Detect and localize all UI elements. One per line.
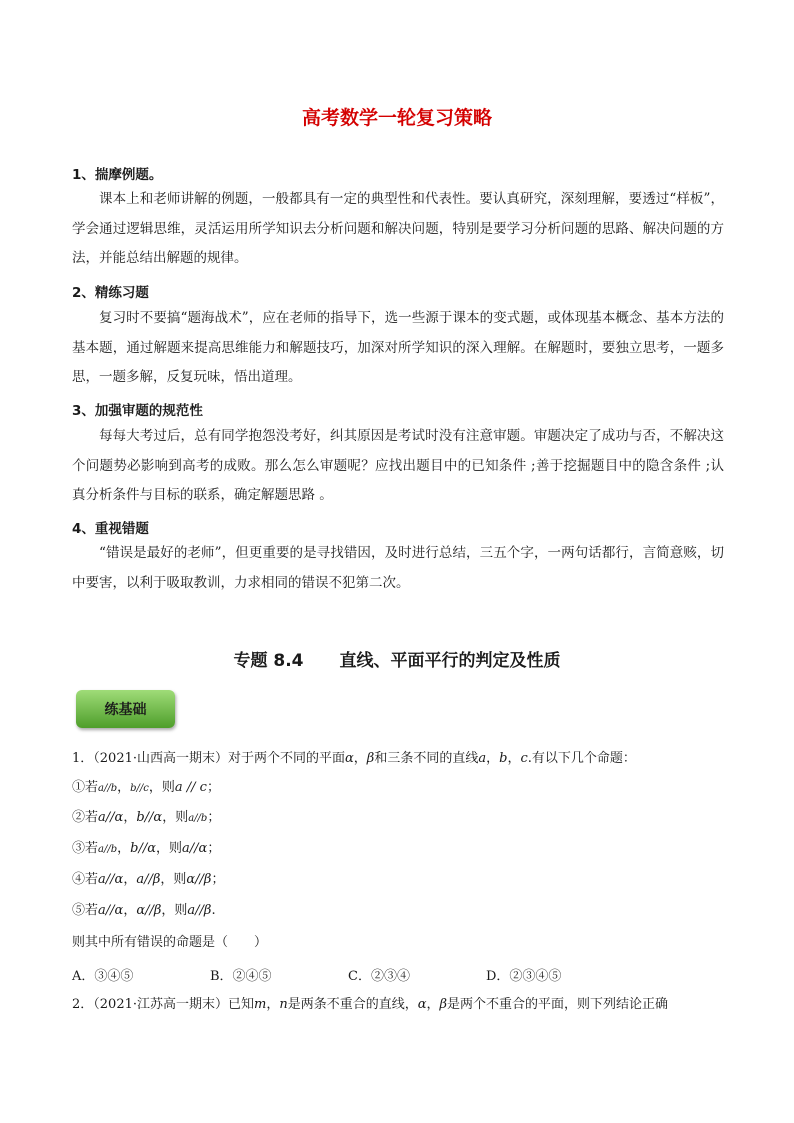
prop-condition: b//α bbox=[136, 810, 163, 825]
math-beta: β bbox=[439, 997, 448, 1012]
prop-condition: a//b bbox=[98, 783, 118, 794]
stem-text: 和三条不同的直线 bbox=[374, 751, 479, 766]
section-heading-2: 2、精练习题 bbox=[72, 285, 149, 301]
stem-sep: ， bbox=[353, 751, 367, 766]
question-1-options bbox=[72, 965, 732, 985]
prop-prefix: ③若 bbox=[72, 841, 99, 856]
math-alpha: α bbox=[417, 997, 427, 1012]
question-1-ask: 则其中所有错误的命题是（ ） bbox=[72, 935, 268, 950]
page-title: 高考数学一轮复习策略 bbox=[301, 107, 492, 129]
prop-prefix: ④若 bbox=[72, 872, 99, 887]
prop-then: ，则 bbox=[156, 841, 183, 856]
prop-then: ，则 bbox=[148, 780, 175, 795]
section-heading-4: 4、重视错题 bbox=[72, 521, 149, 537]
stem-text: 是两条不重合的直线， bbox=[287, 997, 418, 1012]
proposition-4 bbox=[72, 870, 732, 890]
prop-sep: ， bbox=[117, 841, 131, 856]
proposition-1 bbox=[72, 778, 732, 799]
math-beta: β bbox=[366, 751, 375, 766]
prop-condition: a//α bbox=[98, 872, 124, 887]
section-paragraph-3: 每每大考过后，总有同学抱怨没考好，纠其原因是考试时没有注意审题。审题决定了成功与否，不解决这个问题势必影响到高考的成败。那么怎么审题呢？应找出题目中的已知条件 ;善于挖掘题目中的隐含条件 ;认真分析条件与目标的联系，确定解题思路 。 bbox=[72, 428, 724, 503]
section-paragraph-1: 课本上和老师讲解的例题，一般都具有一定的典型性和代表性。要认真研究，深刻理解，要透过“样板”，学会通过逻辑思维，灵活运用所学知识去分析问题和解决问题，特别是要学习分析问题的思路、解决问题的方法，并能总结出解题的规律。 bbox=[72, 191, 724, 266]
prop-sep: ， bbox=[123, 872, 137, 887]
prop-conclusion: a//α bbox=[182, 841, 208, 856]
math-alpha: α bbox=[345, 751, 354, 766]
math-b: b bbox=[499, 751, 508, 766]
question-1-stem bbox=[72, 749, 732, 769]
proposition-3 bbox=[72, 839, 732, 860]
prop-then: ，则 bbox=[162, 810, 189, 825]
option-d: D．②③④⑤ bbox=[486, 969, 562, 984]
prop-end: . bbox=[211, 903, 216, 918]
math-m: m bbox=[254, 997, 267, 1012]
prop-condition: α//β bbox=[136, 903, 162, 918]
stem-sep: ， bbox=[507, 751, 521, 766]
prop-then: ，则 bbox=[161, 903, 188, 918]
math-a: a bbox=[478, 751, 487, 766]
topic-number: 专题 8.4 bbox=[233, 651, 304, 671]
stem-sep: ， bbox=[266, 997, 280, 1012]
option-c: C．②③④ bbox=[348, 969, 410, 984]
prop-prefix: ①若 bbox=[72, 780, 99, 795]
stem-sep: ， bbox=[486, 751, 500, 766]
stem-text: .有以下几个命题： bbox=[527, 751, 636, 766]
stem-text: 1．（2021·山西高一期末）对于两个不同的平面 bbox=[72, 751, 345, 766]
badge-label: 练基础 bbox=[104, 702, 147, 718]
prop-sep: ， bbox=[117, 780, 131, 795]
practice-basics-badge bbox=[76, 690, 175, 728]
stem-text: 是两个不重合的平面，则下列结论正确 bbox=[447, 997, 669, 1012]
topic-title bbox=[0, 646, 794, 671]
prop-conclusion: a//b bbox=[188, 813, 208, 824]
prop-prefix: ⑤若 bbox=[72, 903, 99, 918]
question-2-stem bbox=[72, 995, 732, 1015]
prop-then: ，则 bbox=[160, 872, 187, 887]
section-paragraph-2: 复习时不要搞“题海战术”，应在老师的指导下，选一些源于课本的变式题，或体现基本概念、基本方法的基本题，通过解题来提高思维能力和解题技巧，加深对所学知识的深入理解。在解题时，要独立思考，一题多思，一题多解，反复玩味，悟出道理。 bbox=[72, 310, 724, 385]
option-a: A．③④⑤ bbox=[72, 969, 134, 984]
prop-condition: a//b bbox=[98, 844, 118, 855]
math-n: n bbox=[279, 997, 288, 1012]
section-heading-3: 3、加强审题的规范性 bbox=[72, 403, 203, 419]
prop-condition: a//β bbox=[136, 872, 161, 887]
stem-sep: ， bbox=[426, 997, 440, 1012]
prop-condition: a//α bbox=[98, 903, 124, 918]
section-paragraph-4: “错误是最好的老师”，但更重要的是寻找错因，及时进行总结，三五个字，一两句话都行，言简意赅，切中要害，以利于吸取教训，力求相同的错误不犯第二次。 bbox=[72, 545, 724, 591]
prop-sep: ， bbox=[123, 810, 137, 825]
prop-end: ； bbox=[206, 780, 220, 795]
option-b: B．②④⑤ bbox=[210, 969, 272, 984]
math-c: c bbox=[520, 751, 528, 766]
prop-end: ； bbox=[207, 841, 221, 856]
prop-end: ； bbox=[211, 872, 225, 887]
prop-conclusion: a // c bbox=[174, 780, 207, 795]
topic-name: 直线、平面平行的判定及性质 bbox=[339, 651, 561, 671]
proposition-2 bbox=[72, 808, 732, 829]
prop-condition: a//α bbox=[98, 810, 124, 825]
prop-condition: b//α bbox=[130, 841, 157, 856]
prop-end: ； bbox=[207, 810, 221, 825]
stem-text: 2．（2021·江苏高一期末）已知 bbox=[72, 997, 254, 1012]
prop-sep: ， bbox=[123, 903, 137, 918]
proposition-5 bbox=[72, 901, 732, 921]
prop-condition: b//c bbox=[130, 783, 149, 794]
prop-conclusion: a//β bbox=[187, 903, 212, 918]
prop-conclusion: α//β bbox=[186, 872, 212, 887]
prop-prefix: ②若 bbox=[72, 810, 99, 825]
section-heading-1: 1、揣摩例题。 bbox=[72, 167, 163, 183]
